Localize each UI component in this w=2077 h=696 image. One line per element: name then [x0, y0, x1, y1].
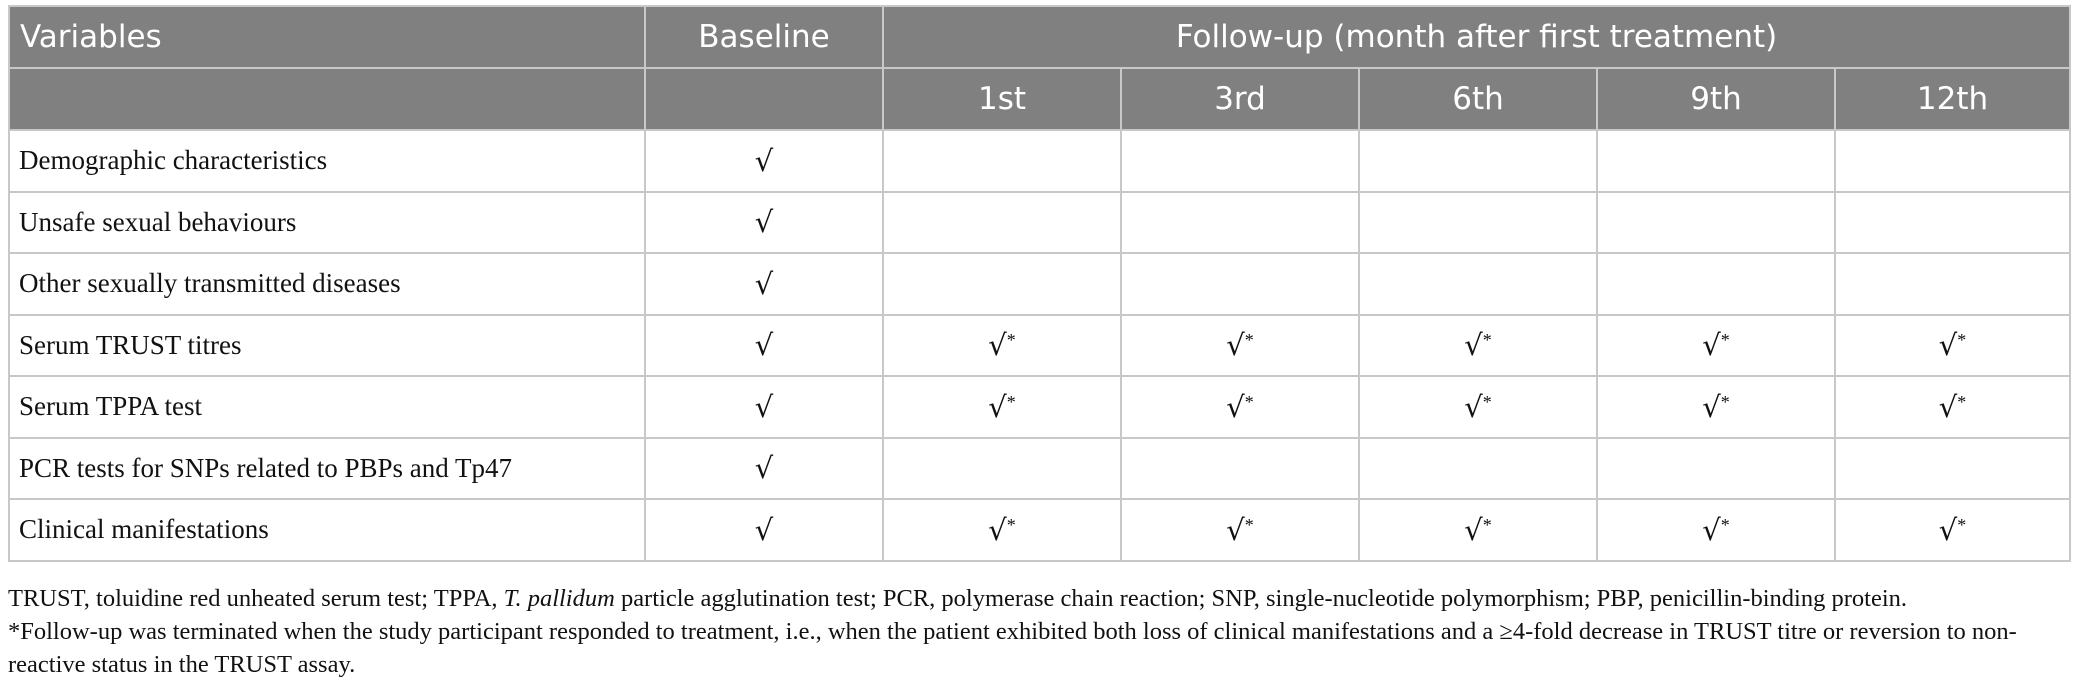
table-footnotes [8, 582, 2069, 681]
header-row-1 [9, 6, 2070, 68]
followup-cell [883, 253, 1121, 315]
followup-cell [1597, 253, 1835, 315]
footnote-marker: * [1244, 330, 1254, 351]
followup-cell [883, 376, 1121, 438]
header-month-9th: 9th [1597, 68, 1835, 130]
checkmark-icon: √ [1702, 328, 1721, 363]
followup-cell [1121, 253, 1359, 315]
followup-cell [1359, 253, 1597, 315]
footnote-marker: * [1006, 514, 1016, 535]
header-baseline: Baseline [645, 6, 883, 68]
baseline-cell [645, 130, 883, 192]
header-month-12th: 12th [1835, 68, 2070, 130]
followup-cell [883, 192, 1121, 254]
checkmark-icon: √ [1226, 512, 1245, 547]
checkmark-icon: √ [988, 512, 1007, 547]
checkmark-icon: √ [1938, 389, 1958, 424]
followup-cell [883, 438, 1121, 500]
followup-cell [1359, 438, 1597, 500]
table-row [9, 192, 2070, 254]
baseline-cell [645, 499, 883, 561]
header-variables: Variables [9, 6, 645, 68]
followup-cell [1121, 315, 1359, 377]
followup-cell [1597, 499, 1835, 561]
footnote-marker: * [1006, 391, 1016, 412]
header-empty-cell [9, 68, 645, 130]
checkmark-icon: √ [754, 451, 774, 486]
followup-cell [1597, 192, 1835, 254]
followup-cell [883, 315, 1121, 377]
header-empty-cell [645, 68, 883, 130]
checkmark-icon: √ [1938, 328, 1958, 363]
table-row [9, 499, 2070, 561]
checkmark-icon: √ [754, 266, 774, 301]
followup-cell [1359, 315, 1597, 377]
footnote-marker: * [1482, 514, 1492, 535]
followup-cell [1835, 253, 2070, 315]
baseline-cell [645, 438, 883, 500]
followup-cell [1835, 130, 2070, 192]
checkmark-icon: √ [754, 143, 774, 178]
footnote-marker: * [1244, 391, 1254, 412]
footnote-marker: * [1720, 330, 1730, 351]
checkmark-icon: √ [988, 328, 1007, 363]
schedule-table [8, 5, 2071, 562]
checkmark-icon: √ [754, 205, 774, 240]
row-label: Unsafe sexual behaviours [9, 192, 645, 254]
table-row [9, 253, 2070, 315]
followup-cell [1359, 376, 1597, 438]
followup-cell [1121, 438, 1359, 500]
followup-cell [1597, 130, 1835, 192]
header-month-6th: 6th [1359, 68, 1597, 130]
footnote-marker: * [1482, 330, 1492, 351]
checkmark-icon: √ [1702, 512, 1721, 547]
footnote-followup-note: *Follow-up was terminated when the study participant responded to treatment, i.e., when the patient exhibited both loss of clinical manifestations and a ≥4-fold decrease in TRUST titre or reversion to non-reactive status in the TRUST assay. [8, 618, 2017, 678]
footnote-marker: * [1006, 330, 1016, 351]
footnote-abbrev-part1: TRUST, toluidine red unheated serum test; TPPA, [8, 585, 504, 612]
followup-cell [1835, 192, 2070, 254]
footnote-marker: * [1720, 514, 1730, 535]
footnote-marker: * [1957, 391, 1967, 412]
footnote-marker: * [1720, 391, 1730, 412]
checkmark-icon: √ [1226, 389, 1245, 424]
header-month-1st: 1st [883, 68, 1121, 130]
header-month-3rd: 3rd [1121, 68, 1359, 130]
footnote-marker: * [1482, 391, 1492, 412]
followup-cell [1835, 438, 2070, 500]
followup-cell [1121, 130, 1359, 192]
footnote-marker: * [1244, 514, 1254, 535]
row-label: Serum TRUST titres [9, 315, 645, 377]
row-label: Demographic characteristics [9, 130, 645, 192]
baseline-cell [645, 192, 883, 254]
checkmark-icon: √ [1464, 512, 1483, 547]
footnote-species-name: T. pallidum [503, 585, 615, 612]
checkmark-icon: √ [754, 512, 774, 547]
followup-cell [1359, 192, 1597, 254]
followup-cell [1121, 499, 1359, 561]
followup-cell [1597, 315, 1835, 377]
baseline-cell [645, 315, 883, 377]
footnote-abbrev-part2: particle agglutination test; PCR, polymerase chain reaction; SNP, single-nucleotide polymorphism; PBP, penicillin-binding protein. [614, 585, 1908, 612]
followup-cell [883, 499, 1121, 561]
baseline-cell [645, 253, 883, 315]
schedule-table-container [8, 5, 2069, 562]
table-row [9, 130, 2070, 192]
followup-cell [1121, 192, 1359, 254]
followup-cell [1359, 130, 1597, 192]
checkmark-icon: √ [1226, 328, 1245, 363]
footnote-abbreviations [8, 582, 2069, 615]
followup-cell [1835, 499, 2070, 561]
row-label: Serum TPPA test [9, 376, 645, 438]
header-row-2 [9, 68, 2070, 130]
footnote-marker: * [1957, 514, 1967, 535]
checkmark-icon: √ [1938, 512, 1958, 547]
followup-cell [1121, 376, 1359, 438]
checkmark-icon: √ [754, 328, 774, 363]
table-row [9, 315, 2070, 377]
followup-cell [1835, 376, 2070, 438]
row-label: PCR tests for SNPs related to PBPs and Tp47 [9, 438, 645, 500]
checkmark-icon: √ [988, 389, 1007, 424]
followup-cell [1835, 315, 2070, 377]
followup-cell [1597, 438, 1835, 500]
followup-cell [883, 130, 1121, 192]
followup-cell [1359, 499, 1597, 561]
checkmark-icon: √ [1702, 389, 1721, 424]
header-followup: Follow-up (month after first treatment) [883, 6, 2070, 68]
table-row [9, 438, 2070, 500]
row-label: Other sexually transmitted diseases [9, 253, 645, 315]
followup-cell [1597, 376, 1835, 438]
checkmark-icon: √ [754, 389, 774, 424]
footnote-marker: * [1957, 330, 1967, 351]
baseline-cell [645, 376, 883, 438]
row-label: Clinical manifestations [9, 499, 645, 561]
checkmark-icon: √ [1464, 328, 1483, 363]
checkmark-icon: √ [1464, 389, 1483, 424]
table-row [9, 376, 2070, 438]
